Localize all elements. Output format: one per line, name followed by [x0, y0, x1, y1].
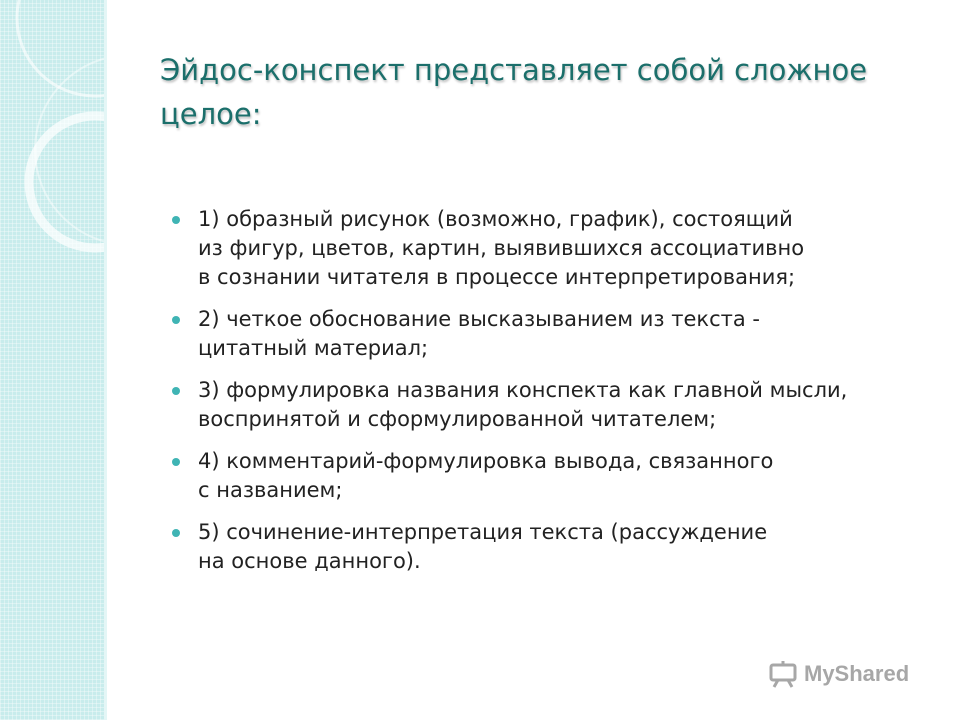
bullet-3-line-2: воспринятой и сформулированной читателем; [198, 407, 717, 431]
bullet-3-line-1: 3) формулировка названия конспекта как главной мысли, [198, 378, 848, 402]
bullet-1-line-3: в сознании читателя в процессе интерпретирования; [198, 265, 796, 289]
bullet-dot-icon [172, 458, 180, 466]
bullet-4-line-1: 4) комментарий-формулировка вывода, связанного [198, 449, 774, 473]
bullet-item-1 [170, 205, 940, 292]
bullet-2-line-2: цитатный материал; [198, 336, 429, 360]
slide-title-line-2: целое: [160, 97, 262, 131]
bullet-item-5 [170, 518, 940, 576]
bullet-2-line-1: 2) четкое обоснование высказыванием из текста - [198, 307, 760, 331]
bullet-list [170, 205, 940, 589]
bullet-5-line-1: 5) сочинение-интерпретация текста (рассуждение [198, 520, 768, 544]
bullet-item-4 [170, 447, 940, 505]
bullet-item-2 [170, 305, 940, 363]
slide-title-line-1: Эйдос-конспект представляет собой сложное [160, 53, 868, 87]
bullet-4-line-2: с названием; [198, 478, 343, 502]
bullet-dot-icon [172, 316, 180, 324]
bullet-dot-icon [172, 387, 180, 395]
bullet-5-line-2: на основе данного). [198, 549, 421, 573]
bullet-item-3 [170, 376, 940, 434]
bullet-dot-icon [172, 216, 180, 224]
presentation-board-icon [768, 659, 798, 689]
bullet-1-line-1: 1) образный рисунок (возможно, график), состоящий [198, 207, 793, 231]
watermark-label: MyShared [804, 661, 910, 686]
decorative-side-panel [0, 0, 106, 720]
side-panel-edge [104, 0, 107, 720]
circles-decoration [0, 0, 106, 720]
bullet-dot-icon [172, 529, 180, 537]
myshared-watermark[interactable] [768, 656, 909, 692]
slide-title [160, 48, 920, 136]
bullet-1-line-2: из фигур, цветов, картин, выявившихся ассоциативно [198, 236, 805, 260]
